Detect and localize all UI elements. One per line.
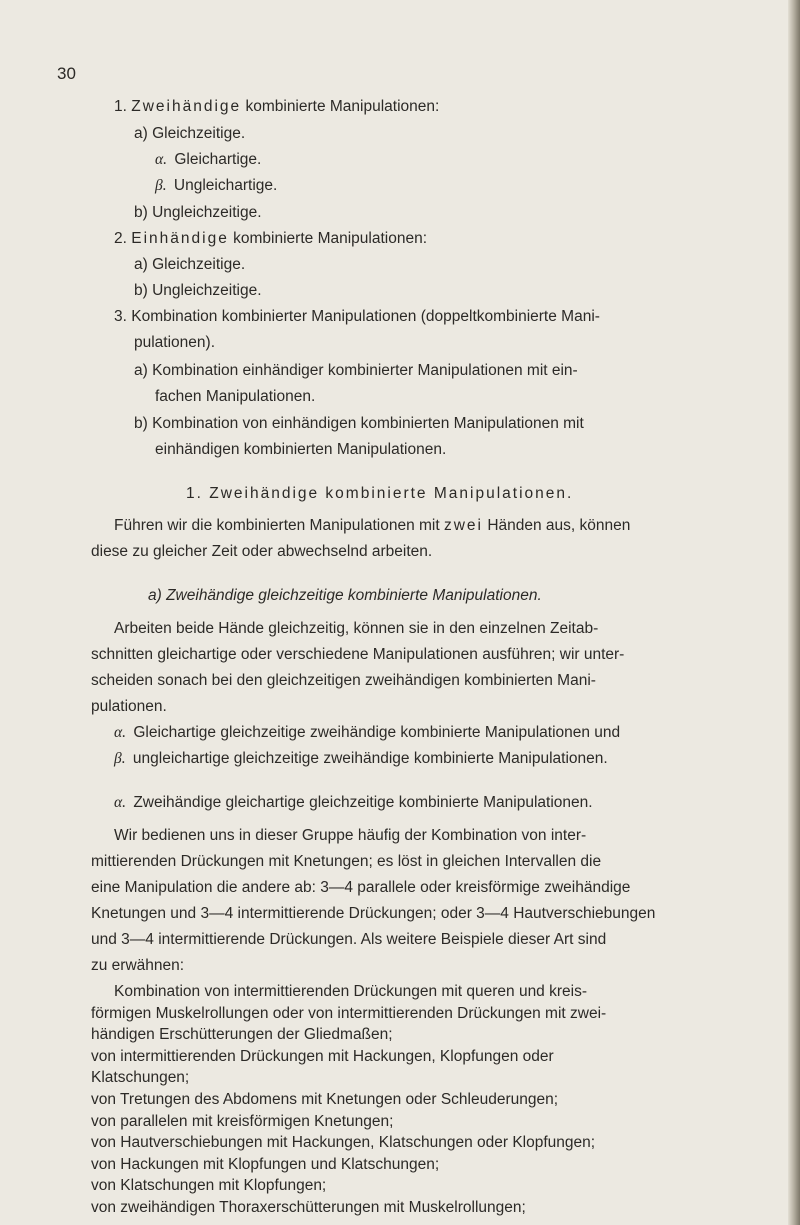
example-line8: von Hautverschiebungen mit Hackungen, Klatschungen oder Klopfungen; [91,1134,596,1151]
section-1-text-b: Händen aus, können [487,517,631,534]
section-a-beta-item [114,749,608,769]
outline-item-1a: a) Gleichzeitige. [134,125,246,142]
outline-item-2-number: 2. [114,230,127,247]
example-line1: Kombination von intermittierenden Drückungen mit queren und kreis- [114,983,587,1000]
outline-item-3b-line1: b) Kombination von einhändigen kombinierten Manipulationen mit [134,415,584,432]
alpha-mark: α. [155,151,168,168]
section-alpha-p1-line3: eine Manipulation die andere ab: 3—4 parallele oder kreisförmige zweihändige [91,879,631,896]
section-1-paragraph-line1 [114,516,630,536]
section-alpha-p1-line6: zu erwähnen: [91,957,185,974]
outline-item-1a-alpha-text: Gleichartige. [174,151,262,168]
section-alpha-p1-line4: Knetungen und 3—4 intermittierende Drückungen; oder 3—4 Hautverschiebungen [91,905,656,922]
example-line5: Klatschungen; [91,1069,190,1086]
outline-item-3-line2: pulationen). [134,334,216,351]
outline-item-1-rest: kombinierte Manipulationen: [245,98,440,115]
section-a-alpha-item [114,723,620,743]
outline-item-1-spaced: Zweihändige [131,98,242,115]
outline-item-1a-alpha [155,150,261,170]
outline-item-2a: a) Gleichzeitige. [134,256,246,273]
outline-item-1-number: 1. [114,98,127,115]
alpha-mark: α. [114,724,127,741]
section-a-line2: schnitten gleichartige oder verschiedene Manipulationen ausführen; wir unter- [91,646,625,663]
example-line4: von intermittierenden Drückungen mit Hackungen, Klopfungen oder [91,1048,554,1065]
section-alpha-p1-line2: mittierenden Drückungen mit Knetungen; es löst in gleichen Intervallen die [91,853,602,870]
section-a-line4: pulationen. [91,698,167,715]
section-alpha-p1-line5: und 3—4 intermittierende Drückungen. Als weitere Beispiele dieser Art sind [91,931,607,948]
example-line11: von zweihändigen Thoraxerschütterungen mit Muskelrollungen; [91,1199,526,1216]
outline-item-3a-line1: a) Kombination einhändiger kombinierter Manipulationen mit ein- [134,362,578,379]
section-a-line3: scheiden sonach bei den gleichzeitigen zweihändigen kombinierten Mani- [91,672,596,689]
section-alpha-heading [114,793,593,813]
outline-item-2-spaced: Einhändige [131,230,229,247]
section-a-beta-text: ungleichartige gleichzeitige zweihändige kombinierte Manipulationen. [132,750,608,767]
alpha-mark: α. [114,794,127,811]
section-a-line1: Arbeiten beide Hände gleichzeitig, können sie in den einzelnen Zeitab- [114,620,599,637]
section-1-text-a: Führen wir die kombinierten Manipulationen mit [114,517,440,534]
outline-item-1 [114,97,439,117]
outline-item-1b: b) Ungleichzeitige. [134,204,262,221]
outline-item-3b-line2: einhändigen kombinierten Manipulationen. [155,441,447,458]
section-1-heading: 1. Zweihändige kombinierte Manipulationen. [186,485,574,502]
example-line6: von Tretungen des Abdomens mit Knetungen oder Schleuderungen; [91,1091,559,1108]
section-1-spaced-word: zwei [443,517,483,534]
outline-item-2-rest: kombinierte Manipulationen: [233,230,428,247]
section-alpha-heading-text: Zweihändige gleichartige gleichzeitige kombinierte Manipulationen. [133,794,593,811]
outline-item-3-line1: 3. Kombination kombinierter Manipulationen (doppeltkombinierte Mani- [114,308,600,325]
outline-item-1a-beta [155,176,277,196]
example-line9: von Hackungen mit Klopfungen und Klatschungen; [91,1156,440,1173]
page-edge-shadow [788,0,800,1225]
example-line2: förmigen Muskelrollungen oder von intermittierenden Drückungen mit zwei- [91,1005,607,1022]
example-line3: händigen Erschütterungen der Gliedmaßen; [91,1026,393,1043]
outline-item-2 [114,229,427,249]
outline-item-2b: b) Ungleichzeitige. [134,282,262,299]
outline-item-3a-line2: fachen Manipulationen. [155,388,316,405]
outline-item-1a-beta-text: Ungleichartige. [173,177,278,194]
section-alpha-p1-line1: Wir bedienen uns in dieser Gruppe häufig der Kombination von inter- [114,827,587,844]
beta-mark: β. [155,177,167,194]
section-a-heading: a) Zweihändige gleichzeitige kombinierte Manipulationen. [148,587,542,604]
example-line7: von parallelen mit kreisförmigen Knetungen; [91,1113,394,1130]
section-a-alpha-text: Gleichartige gleichzeitige zweihändige kombinierte Manipulationen und [133,724,621,741]
section-1-paragraph-line2: diese zu gleicher Zeit oder abwechselnd arbeiten. [91,543,433,560]
example-line10: von Klatschungen mit Klopfungen; [91,1177,327,1194]
beta-mark: β. [114,750,126,767]
page-number: 30 [57,64,76,83]
